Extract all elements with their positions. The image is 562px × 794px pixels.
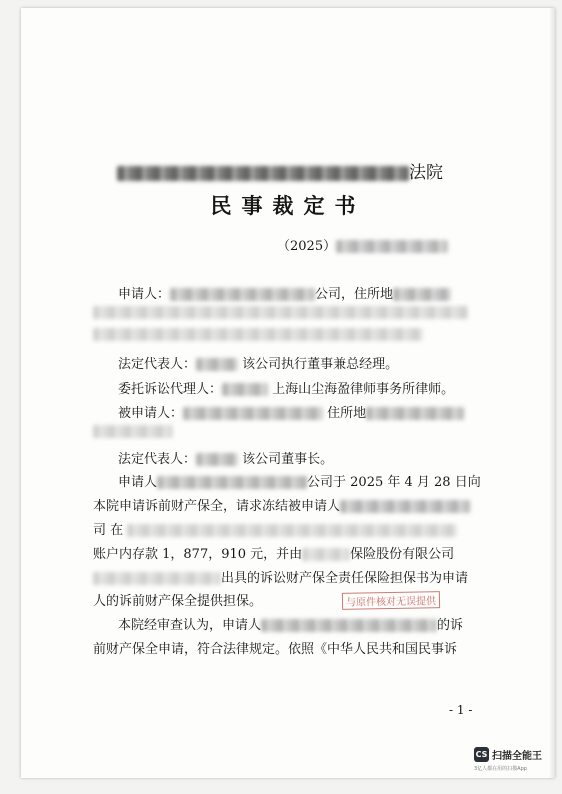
camscanner-logo-icon: CS [474,747,489,762]
redacted-name [196,358,238,371]
redacted-insurer [302,548,350,561]
redacted-name [196,453,238,466]
redacted-address [393,288,451,301]
para2-line2: 前财产保全申请，符合法律规定。依照《中华人民共和国民事诉 [93,642,458,657]
redacted-case-number [336,240,448,253]
respondent-legal-rep: 法定代表人： 该公司董事长。 [118,452,334,467]
redacted-respondent [183,407,323,420]
redacted-name [222,383,268,396]
applicant-legal-rep: 法定代表人： 该公司执行董事兼总经理。 [118,357,399,372]
para1-line1: 申请人 公司于 2025 年 4 月 28 日向 [118,475,481,490]
para2-line1: 本院经审查认为，申请人 的诉 [118,618,464,633]
case-number: （2025） [277,235,448,254]
redacted-address-cont [93,306,468,319]
para1-line6: 人的诉前财产保全提供担保。 与原件核对无误提供 [93,590,440,609]
redacted-applicant [157,476,307,489]
para1-line2: 本院申请诉前财产保全，请求冻结被申请人 [93,495,470,514]
redacted-branch [93,572,221,585]
applicant-line: 申请人： 公司，住所地 [118,283,451,302]
respondent-line: 被申请人： 住所地 [118,402,464,421]
court-name: 法院 [117,158,443,183]
redacted-respondent [340,500,470,513]
redacted-address-cont [93,425,173,438]
document-page [21,8,555,778]
camscanner-watermark: CS 扫描全能王 3亿人都在用的扫描App [474,746,552,776]
redacted-applicant [261,619,437,632]
agent-line: 委托诉讼代理人： 上海山尘海盈律师事务所律师。 [118,382,455,397]
copy-verified-stamp: 与原件核对无误提供 [342,591,440,610]
redacted-bank-account [127,524,457,537]
redacted-address [366,407,464,420]
para1-line3: 司 在 [93,519,457,538]
redacted-applicant [170,288,315,301]
redacted-address-cont [93,328,423,341]
document-title: 民事裁定书 [210,193,366,218]
para1-line4: 账户内存款 1，877，910 元，并由 保险股份有限公司 [93,547,455,562]
para1-line5: 出具的诉讼财产保全责任保险担保书为申请 [93,567,468,586]
page-number: - 1 - [449,703,473,717]
redacted-court [117,166,409,181]
